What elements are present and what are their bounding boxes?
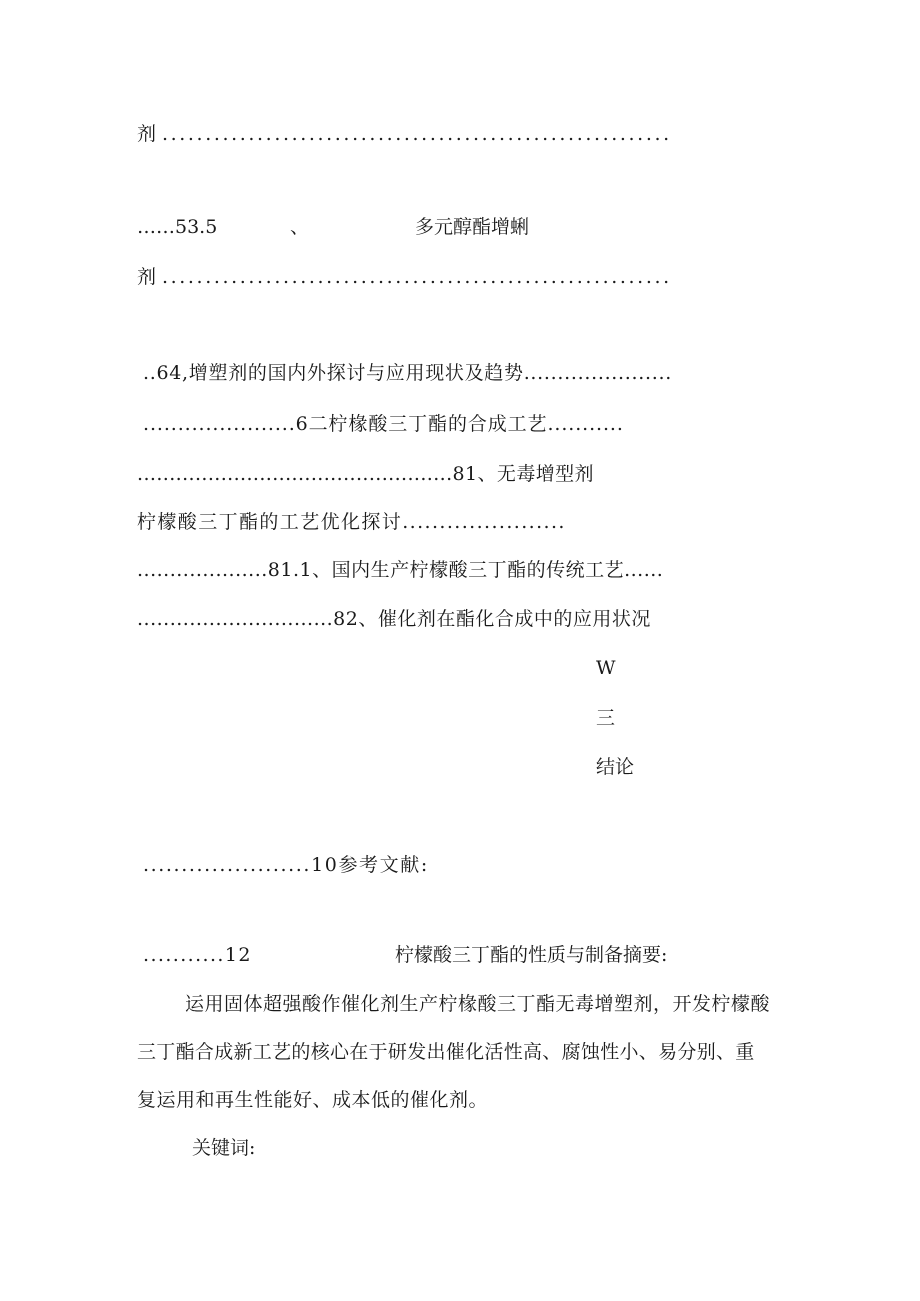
toc-line-8: ....................81.1、国内生产柠檬酸三丁酯的传统工艺...... <box>137 559 664 581</box>
toc-text: 剂 <box>137 266 157 288</box>
toc-line-10: W <box>596 657 616 679</box>
abstract-line-2: 三丁酯合成新工艺的核心在于研发出催化活性高、腐蚀性小、易分别、重 <box>137 1041 755 1063</box>
toc-heading: 多元醇酯增蜊 <box>415 216 530 238</box>
toc-leader-dots: ........................................................... <box>162 123 672 145</box>
toc-page-number: ...........12 <box>143 944 252 966</box>
toc-page-number: ……53.5 <box>137 216 218 238</box>
toc-leader-dots: ........................................................... <box>162 266 672 288</box>
keywords-label: 关键词: <box>192 1137 256 1159</box>
document-title: 柠檬酸三丁酯的性质与制备摘要: <box>395 944 668 966</box>
toc-line-5: ......................6二柠椽酸三丁酯的合成工艺........... <box>143 413 624 435</box>
toc-line-4: ..64,增塑剂的国内外探讨与应用现状及趋势...................... <box>143 362 672 384</box>
toc-line-13: ......................10参考文献: <box>143 854 429 876</box>
abstract-line-1: 运用固体超强酸作催化剂生产柠椽酸三丁酯无毒增塑剂，开发柠檬酸 <box>185 993 771 1015</box>
toc-line-12: 结论 <box>596 756 635 778</box>
abstract-line-3: 复运用和再生性能好、成本低的催化剂。 <box>137 1089 489 1111</box>
toc-separator: 、 <box>290 216 310 238</box>
toc-line-7: 柠檬酸三丁酯的工艺优化探讨...................... <box>137 511 566 533</box>
toc-line-6: .................................................81、无毒增型剂 <box>137 463 594 485</box>
toc-line-11: 三 <box>596 707 616 729</box>
toc-text: 剂 <box>137 123 157 145</box>
toc-line-9: ..............................82、催化剂在酯化合成中的应用状况 <box>137 608 651 630</box>
